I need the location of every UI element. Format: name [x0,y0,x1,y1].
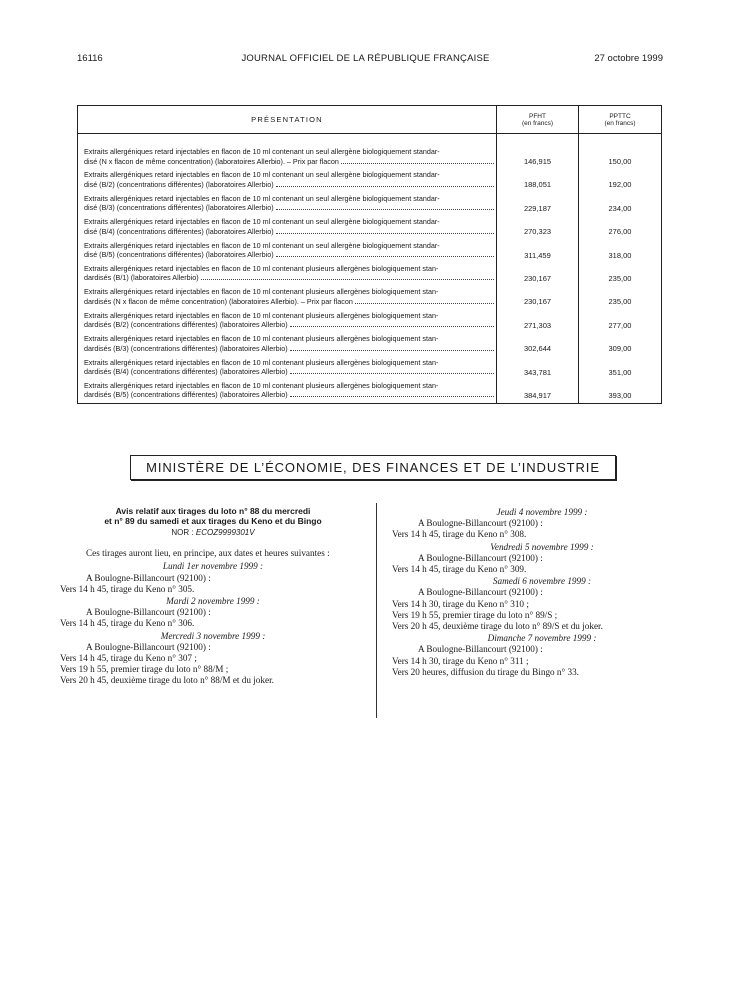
running-header [0,53,731,67]
table-row [78,241,661,264]
pfht-value: 302,644 [523,344,552,354]
table-row [78,358,661,381]
column-header-ppttc-unit: (en francs) [604,119,636,127]
schedule-entry: Vers 20 heures, diffusion du tirage du Bingo n° 33. [392,666,579,677]
row-description-line: Extraits allergéniques retard injectables en flacon de 10 ml contenant un seul allergène biologiquement standar- [84,170,440,180]
header-rule [78,133,661,134]
ppttc-value: 234,00 [608,203,632,213]
table-row [78,264,661,287]
schedule-location: A Boulogne-Billancourt (92100) : [418,552,543,563]
row-description-line [84,157,494,167]
row-description-text: dardisés (B/1) (laboratoires Allerbio) [84,273,199,283]
notice-title-line: et n° 89 du samedi et aux tirages du Keno et du Bingo [104,516,322,526]
nor-reference [60,527,366,538]
row-description-line: Extraits allergéniques retard injectables en flacon de 10 ml contenant plusieurs allergènes biologiquement stan- [84,263,439,273]
row-description [84,170,494,189]
ppttc-value: 351,00 [608,367,632,377]
pfht-value: 343,781 [523,367,552,377]
notice-left-column [60,506,366,687]
column-divider-vertical [376,503,377,718]
ppttc-value: 309,00 [608,344,632,354]
table-row [78,217,661,240]
ppttc-value: 192,00 [608,180,632,190]
pfht-value: 229,187 [523,203,552,213]
row-description-line [84,273,494,283]
table-row [78,287,661,310]
table-row [78,381,661,404]
nor-label: NOR : [171,528,194,537]
notice-right-column [392,506,692,678]
schedule-location: A Boulogne-Billancourt (92100) : [418,587,543,598]
column-header-presentation [78,106,496,133]
row-description [84,287,494,306]
row-description-text: disé (B/2) (concentrations différentes) (laboratoires Allerbio) [84,179,274,189]
row-description-text: disé (B/3) (concentrations différentes) (laboratoires Allerbio) [84,203,274,213]
row-description-line [84,390,494,400]
ppttc-value: 318,00 [608,250,632,260]
schedule-location: A Boulogne-Billancourt (92100) : [418,644,543,655]
price-table [77,105,662,404]
schedule-location: A Boulogne-Billancourt (92100) : [86,607,211,618]
row-description-line: Extraits allergéniques retard injectables en flacon de 10 ml contenant plusieurs allergènes biologiquement stan- [84,334,439,344]
dot-leader [276,227,494,234]
row-description-line: Extraits allergéniques retard injectables en flacon de 10 ml contenant plusieurs allergènes biologiquement stan- [84,357,439,367]
schedule-entry: Vers 19 h 55, premier tirage du loto n° 89/S ; [392,609,558,620]
pfht-value: 146,915 [523,157,552,166]
row-description [84,311,494,330]
pfht-value: 230,167 [523,273,552,283]
row-description-line [84,250,494,260]
notice-title-line: Avis relatif aux tirages du loto n° 88 du mercredi [115,506,311,516]
row-description-text: dardisés (B/3) (concentrations différentes) (laboratoires Allerbio) [84,343,288,353]
column-header-pfht-label: PFHT [529,112,546,120]
row-description [84,358,494,377]
dot-leader [201,273,494,280]
schedule-location: A Boulogne-Billancourt (92100) : [86,572,211,583]
nor-code: ECOZ9999301V [195,528,255,537]
pfht-value: 384,917 [523,390,552,400]
schedule-location: A Boulogne-Billancourt (92100) : [418,518,543,529]
page-number: 16116 [77,53,103,64]
ppttc-value: 277,00 [608,320,632,330]
column-header-presentation-label: PRÉSENTATION [251,115,323,124]
schedule-day: Mercredi 3 novembre 1999 : [160,630,266,641]
schedule-day: Samedi 6 novembre 1999 : [492,576,592,587]
right-schedule [392,507,692,678]
row-description-line: Extraits allergéniques retard injectables en flacon de 10 ml contenant un seul allergène biologiquement standar- [84,147,440,156]
dot-leader [290,390,494,397]
row-description-text: disé (B/4) (concentrations différentes) (laboratoires Allerbio) [84,226,274,236]
row-description-line [84,320,494,330]
row-description [84,264,494,283]
schedule-day: Mardi 2 novembre 1999 : [166,596,260,607]
pfht-value: 311,459 [524,250,551,260]
row-description [84,194,494,213]
row-description-text: dardisés (B/2) (concentrations différentes) (laboratoires Allerbio) [84,320,288,330]
schedule-entry: Vers 19 h 55, premier tirage du loto n° 88/M ; [60,664,229,675]
row-description-text: disé (N x flacon de même concentration) (laboratoires Allerbio). – Prix par flacon [84,156,339,166]
ppttc-value: 235,00 [608,297,632,307]
column-header-ppttc [579,106,661,133]
row-description-line: Extraits allergéniques retard injectables en flacon de 10 ml contenant un seul allergène biologiquement standar- [84,240,440,250]
notice-title [60,506,366,526]
schedule-entry: Vers 20 h 45, deuxième tirage du loto n° 89/S et du joker. [392,621,603,632]
row-description-text: dardisés (B/4) (concentrations différentes) (laboratoires Allerbio) [84,367,288,377]
schedule-entry: Vers 20 h 45, deuxième tirage du loto n° 88/M et du joker. [60,675,274,686]
schedule-entry: Vers 14 h 45, tirage du Keno n° 308. [392,529,527,540]
table-body [78,147,661,404]
row-description-line [84,297,494,307]
left-schedule [60,561,366,686]
dot-leader [355,297,494,304]
row-description [84,217,494,236]
row-description-line: Extraits allergéniques retard injectables en flacon de 10 ml contenant un seul allergène biologiquement standar- [84,217,440,227]
pfht-value: 270,323 [523,227,552,237]
schedule-entry: Vers 14 h 30, tirage du Keno n° 310 ; [392,598,529,609]
row-description-text: disé (B/5) (concentrations différentes) (laboratoires Allerbio) [84,250,274,260]
ministry-heading [130,455,616,480]
dot-leader [276,250,494,257]
table-row [78,311,661,334]
row-description-text: dardisés (N x flacon de même concentration) (laboratoires Allerbio). – Prix par flacon [84,296,353,306]
table-row [78,334,661,357]
row-description [84,381,494,400]
ppttc-value: 235,00 [608,273,632,283]
row-description-line: Extraits allergéniques retard injectables en flacon de 10 ml contenant un seul allergène biologiquement standar- [84,193,440,203]
row-description-line [84,180,494,190]
journal-title: JOURNAL OFFICIEL DE LA RÉPUBLIQUE FRANÇAISE [241,53,490,64]
dot-leader [276,203,494,210]
dot-leader [290,320,494,327]
ppttc-value: 393,00 [608,390,632,400]
schedule-entry: Vers 14 h 45, tirage du Keno n° 305. [60,583,195,594]
pfht-value: 188,051 [523,180,552,190]
row-description [84,334,494,353]
row-description-line [84,344,494,354]
row-description [84,241,494,260]
schedule-entry: Vers 14 h 45, tirage du Keno n° 307 ; [60,653,197,664]
dot-leader [276,180,494,187]
ppttc-value: 150,00 [608,157,632,166]
column-header-pfht [497,106,578,133]
notice-intro: Ces tirages auront lieu, en principe, aux dates et heures suivantes : [86,548,330,559]
column-header-pfht-unit: (en francs) [521,119,554,127]
row-description-line: Extraits allergéniques retard injectables en flacon de 10 ml contenant plusieurs allergènes biologiquement stan- [84,380,439,390]
table-row [78,170,661,193]
table-row [78,194,661,217]
ministry-heading-text: MINISTÈRE DE L’ÉCONOMIE, DES FINANCES ET DE L’INDUSTRIE [146,460,600,475]
schedule-day: Dimanche 7 novembre 1999 : [487,633,597,644]
schedule-entry: Vers 14 h 45, tirage du Keno n° 309. [392,564,527,575]
row-description [84,147,494,166]
schedule-location: A Boulogne-Billancourt (92100) : [86,641,211,652]
row-description-line: Extraits allergéniques retard injectables en flacon de 10 ml contenant plusieurs allergènes biologiquement stan- [84,287,439,297]
schedule-day: Lundi 1er novembre 1999 : [162,561,264,572]
row-description-text: dardisés (B/5) (concentrations différentes) (laboratoires Allerbio) [84,390,288,400]
ppttc-value: 276,00 [608,227,632,237]
dot-leader [290,344,494,351]
row-description-line [84,367,494,377]
row-description-line [84,227,494,237]
schedule-entry: Vers 14 h 30, tirage du Keno n° 311 ; [392,655,529,666]
dot-leader [290,367,494,374]
pfht-value: 230,167 [523,297,552,307]
column-header-ppttc-label: PPTTC [609,112,631,120]
row-description-line: Extraits allergéniques retard injectables en flacon de 10 ml contenant plusieurs allergènes biologiquement stan- [84,310,439,320]
dot-leader [341,157,494,164]
schedule-day: Vendredi 5 novembre 1999 : [490,541,594,552]
issue-date: 27 octobre 1999 [594,53,663,64]
schedule-day: Jeudi 4 novembre 1999 : [496,507,588,517]
table-row [78,147,661,170]
pfht-value: 271,303 [523,320,552,330]
schedule-entry: Vers 14 h 45, tirage du Keno n° 306. [60,618,195,629]
row-description-line [84,203,494,213]
